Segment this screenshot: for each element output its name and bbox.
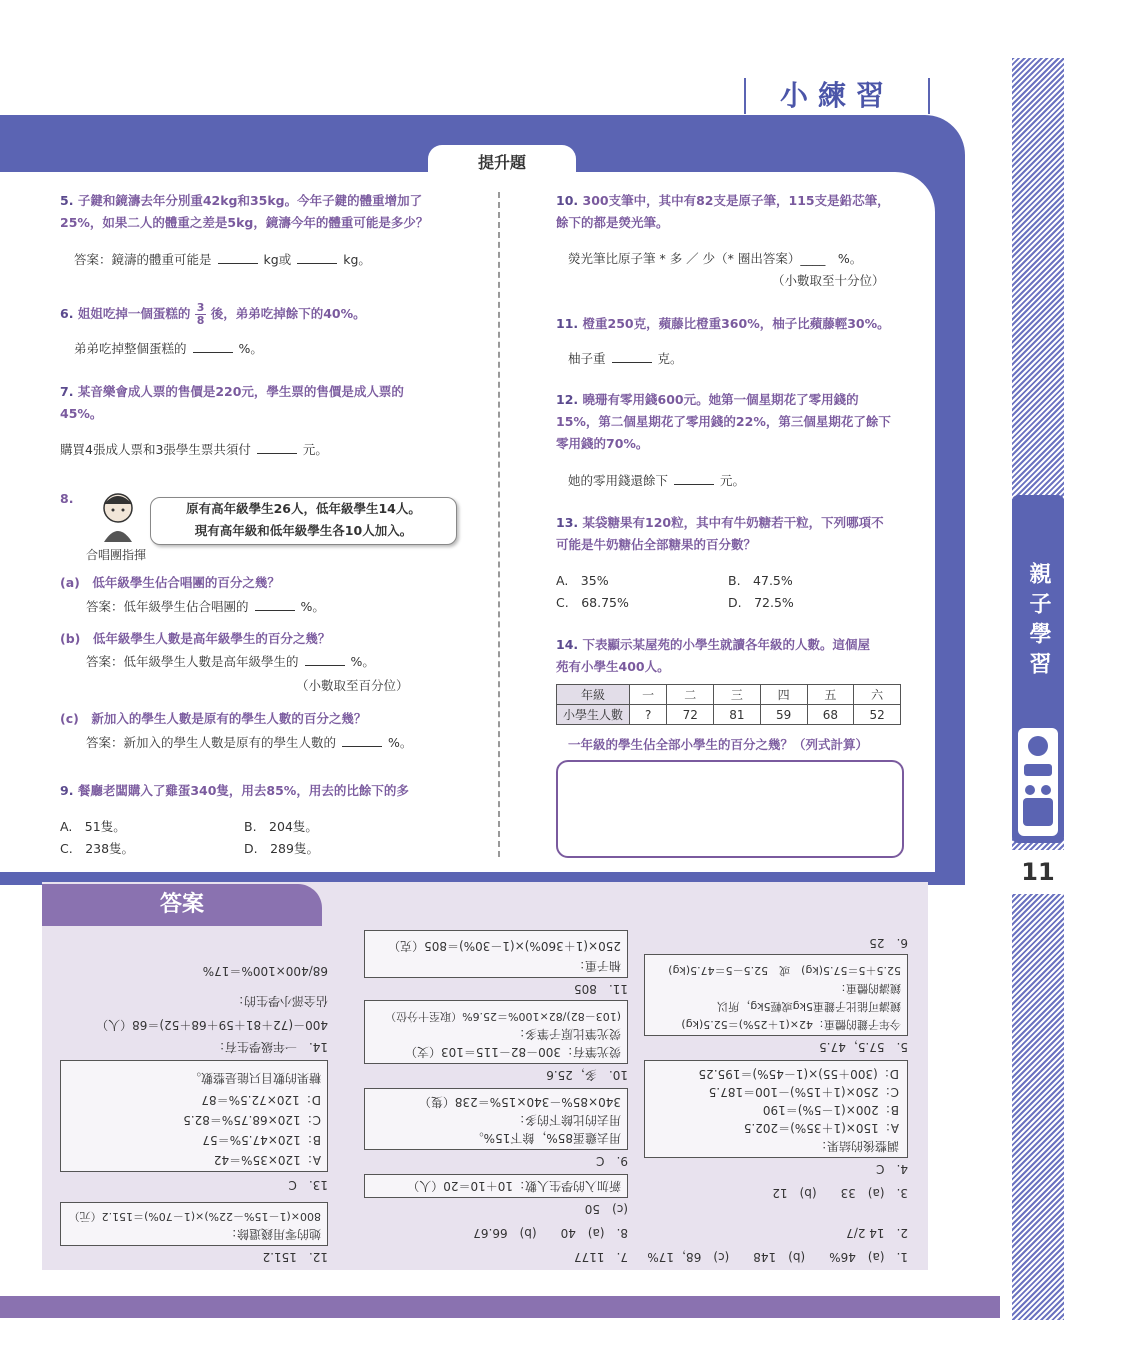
ans-box8 bbox=[364, 1174, 628, 1198]
ans-box9-0: 用去雞蛋85%，餘下15%。 bbox=[471, 1131, 621, 1145]
section-tab: 提升題 bbox=[428, 145, 576, 179]
q9-option-a[interactable]: A. 51隻。 bbox=[60, 819, 126, 834]
ans-box12-1: 800×(1－15%－22%)×(1－70%)＝151.2（元） bbox=[68, 1210, 321, 1223]
column-divider bbox=[498, 192, 500, 857]
q12-line3: 零用錢的70%。 bbox=[556, 436, 649, 451]
table-head-cell: 年級 bbox=[557, 685, 630, 705]
q9-option-d[interactable]: D. 289隻。 bbox=[244, 841, 319, 856]
answers-header: 答案 bbox=[42, 884, 322, 926]
q6-number: 6. bbox=[60, 306, 74, 321]
table-cell: 72 bbox=[667, 705, 714, 725]
q6-fraction bbox=[195, 302, 207, 327]
ans-c4-1: 佔全部小學生的： bbox=[231, 994, 328, 1008]
ans-box11 bbox=[364, 930, 628, 978]
family-learning-icon bbox=[1018, 728, 1058, 836]
q8c-blank[interactable] bbox=[342, 734, 382, 747]
q11-text bbox=[556, 313, 916, 335]
ans-box9-2: 340×85%－340×15%＝238（隻） bbox=[418, 1095, 621, 1109]
q8a-label: (a) bbox=[60, 575, 80, 590]
ans-box13-3: D：120×72.5%＝87 bbox=[201, 1093, 321, 1107]
ans-c2-1: 8. (a) 40 (b) 66.67 bbox=[473, 1226, 628, 1240]
q13-line2: 可能是牛奶糖佔全部糖果的百分數？ bbox=[556, 537, 757, 552]
ans-c1-2: 3. (a) 33 (b) 12 bbox=[772, 1186, 908, 1200]
ans-c2-4: 10. 多，25.6 bbox=[546, 1068, 628, 1082]
q6-unit: %。 bbox=[238, 341, 263, 356]
q9-option-c[interactable]: C. 238隻。 bbox=[60, 841, 135, 856]
q10-answer: 熒光筆比原子筆 * 多 ／ 少（* 圈出答案）____ %。 bbox=[568, 251, 863, 266]
q5-line1: 子鍵和鏡濤去年分別重42kg和35kg。今年子鍵的體重增加了 bbox=[77, 193, 423, 208]
q8a-answer bbox=[86, 596, 325, 618]
q7-line1: 某音樂會成人票的售價是220元，學生票的售價是成人票的 bbox=[77, 384, 404, 399]
ans-box5 bbox=[644, 954, 908, 1036]
q10-line1: 300支筆中，其中有82支是原子筆，115支是鉛芯筆， bbox=[582, 193, 890, 208]
bottom-bar bbox=[0, 1296, 1000, 1318]
ans-box11-1: 250×(1＋360%)×(1－30%)＝805（克） bbox=[388, 939, 621, 953]
q8c-answer bbox=[86, 732, 412, 754]
ans-box10-0: 熒光筆有：300－82－115＝103（支） bbox=[405, 1045, 621, 1059]
q11-unit: 克。 bbox=[657, 351, 683, 366]
q6-blank[interactable] bbox=[193, 340, 233, 353]
side-label bbox=[1012, 562, 1064, 692]
ans-box4-1: A：150×(1＋35%)＝202.5 bbox=[743, 1121, 899, 1135]
q7-blank[interactable] bbox=[257, 441, 297, 454]
table-cell: 81 bbox=[714, 705, 761, 725]
q7-unit: 元。 bbox=[302, 442, 328, 457]
table-head-cell: 三 bbox=[714, 685, 761, 705]
ans-box12 bbox=[60, 1202, 328, 1246]
q5-blank-2[interactable] bbox=[297, 251, 337, 264]
page-title: 小練習 bbox=[744, 78, 930, 114]
q7-answer bbox=[60, 439, 328, 461]
ans-c2-5: 11. 805 bbox=[574, 982, 628, 996]
table-cell: 52 bbox=[854, 705, 901, 725]
ans-box13-4: 糖果的數目只能是整數。 bbox=[188, 1071, 321, 1085]
q8b-answer bbox=[86, 651, 375, 673]
ans-c1-5: 6. 25 bbox=[869, 936, 908, 950]
ans-box5-3: 52.5＋5＝57.5(kg) 或 52.5－5＝47.5(kg) bbox=[668, 964, 901, 977]
ans-c1-4: 5. 57.5，47.5 bbox=[819, 1040, 908, 1054]
table-head-cell: 五 bbox=[807, 685, 854, 705]
conductor-icon bbox=[96, 490, 140, 544]
ans-c4-0: 400－(72＋81＋59＋68＋52)＝68（人） bbox=[96, 1018, 328, 1032]
q6-text-b: 後，弟弟吃掉餘下的40%。 bbox=[210, 306, 366, 321]
q7-line2: 45%。 bbox=[60, 406, 103, 421]
q6-text-a: 姐姐吃掉一個蛋糕的 bbox=[77, 306, 191, 321]
q5-unit-2: kg。 bbox=[343, 252, 371, 267]
q8b-answer-text: 答案：低年級學生人數是高年級學生的 bbox=[86, 654, 299, 669]
table-head-cell: 二 bbox=[667, 685, 714, 705]
q5-number: 5. bbox=[60, 193, 74, 208]
table-cell: 59 bbox=[760, 705, 807, 725]
q13-option-c[interactable]: C. 68.75% bbox=[556, 595, 629, 610]
q8b-label: (b) bbox=[60, 631, 81, 646]
ans-box5-2: 鏡濤的體重： bbox=[835, 982, 901, 995]
ans-box10 bbox=[364, 1000, 628, 1064]
ans-c3-0: 12. 151.2 bbox=[262, 1250, 328, 1264]
table-head-cell: 四 bbox=[760, 685, 807, 705]
ans-box9-1: 用去的比餘下的多： bbox=[512, 1113, 621, 1127]
table-cell: ? bbox=[630, 705, 667, 725]
ans-box10-1: 熒光筆比原子筆多： bbox=[512, 1027, 621, 1041]
q9-number: 9. bbox=[60, 783, 74, 798]
answers-rotated-content bbox=[42, 926, 928, 1270]
ans-c4-2: 68/400×100%＝17% bbox=[202, 964, 328, 978]
q8c-text: 新加入的學生人數是原有的學生人數的百分之幾？ bbox=[91, 711, 367, 726]
ans-box5-1: 鏡濤可能比子鍵重5kg或輕5kg，所以 bbox=[717, 1000, 901, 1013]
ans-box13-2: C：120×68.75%＝82.5 bbox=[183, 1113, 321, 1127]
q8b-unit: %。 bbox=[350, 654, 375, 669]
q6-text bbox=[60, 302, 480, 327]
q13-option-b[interactable]: B. 47.5% bbox=[728, 573, 793, 588]
ans-c3-2: 14. 一年級學生有： bbox=[212, 1040, 328, 1054]
ans-box13-0: A：120×35%＝42 bbox=[213, 1153, 321, 1167]
q11-answer bbox=[568, 348, 683, 370]
ans-c2-2: (c) 50 bbox=[584, 1202, 628, 1216]
ans-c1-3: 4. C bbox=[876, 1162, 908, 1176]
ans-box4-3: C：250×(1＋15%)－100＝187.5 bbox=[708, 1085, 899, 1099]
q8-number: 8. bbox=[60, 491, 74, 506]
page-number: 11 bbox=[1012, 850, 1064, 894]
q8a-question bbox=[60, 572, 280, 594]
side-label-text: 親子學習 bbox=[1026, 562, 1051, 682]
q8a-unit: %。 bbox=[300, 599, 325, 614]
q8b-blank[interactable] bbox=[305, 653, 345, 666]
q9-line: 餐廳老闆購入了雞蛋340隻，用去85%，用去的比餘下的多 bbox=[77, 783, 409, 798]
q11-number: 11. bbox=[556, 316, 579, 331]
q8c-label: (c) bbox=[60, 711, 79, 726]
q8a-text: 低年級學生佔合唱團的百分之幾？ bbox=[92, 575, 280, 590]
answers-upside-down bbox=[42, 926, 928, 1270]
ans-box4 bbox=[644, 1060, 908, 1158]
q13-number: 13. bbox=[556, 515, 579, 530]
q12-line1: 曉珊有零用錢600元。她第一個星期花了零用錢的 bbox=[582, 392, 859, 407]
q10-note: （小數取至十分位） bbox=[772, 273, 885, 288]
q6-answer-text: 弟弟吃掉整個蛋糕的 bbox=[74, 341, 187, 356]
q5-text bbox=[60, 190, 480, 234]
q12-unit: 元。 bbox=[720, 473, 746, 488]
q14-number: 14. bbox=[556, 637, 579, 652]
bubble-line1: 原有高年級學生26人，低年級學生14人。 bbox=[186, 501, 421, 516]
ans-box13 bbox=[60, 1060, 328, 1172]
q8b-question bbox=[60, 628, 330, 650]
q6-frac-denominator: 8 bbox=[196, 314, 205, 327]
q8a-answer-text: 答案：低年級學生佔合唱團的 bbox=[86, 599, 249, 614]
q8c-answer-text: 答案：新加入的學生人數是原有的學生人數的 bbox=[86, 735, 337, 750]
ans-c2-0: 7. 1177 bbox=[574, 1250, 628, 1264]
q13-line1: 某袋糖果有120粒，其中有牛奶糖若干粒，下列哪項不 bbox=[582, 515, 884, 530]
ans-box4-4: D：(300＋55)×(1－45%)＝195.25 bbox=[698, 1067, 899, 1081]
ans-c1-0: 1. (a) 46% (b) 148 (c) 68，17% bbox=[647, 1250, 908, 1264]
ans-box13-1: B：120×47.5%＝57 bbox=[202, 1133, 321, 1147]
q9-text bbox=[60, 780, 480, 802]
q7-number: 7. bbox=[60, 384, 74, 399]
q8c-unit: %。 bbox=[388, 735, 413, 750]
table-cell: 小學生人數 bbox=[557, 705, 630, 725]
q5-unit-1: kg或 bbox=[263, 252, 292, 267]
q12-line2: 15%，第二個星期花了零用錢的22%，第三個星期花了餘下 bbox=[556, 414, 891, 429]
q14-text bbox=[556, 634, 916, 678]
q14-line2: 苑有小學生400人。 bbox=[556, 659, 670, 674]
q8c-question bbox=[60, 708, 366, 730]
q8b-note: （小數取至百分位） bbox=[296, 678, 409, 693]
q11-answer-text: 柚子重 bbox=[568, 351, 606, 366]
conductor-caption: 合唱團指揮 bbox=[86, 548, 147, 562]
q6-frac-numerator: 3 bbox=[196, 301, 205, 314]
ans-box5-0: 今年子鍵的體重：42×(1＋25%)＝52.5(kg) bbox=[681, 1018, 901, 1031]
q10-number: 10. bbox=[556, 193, 579, 208]
ans-box4-0: 調整後的結果： bbox=[814, 1139, 899, 1153]
speech-bubble bbox=[150, 497, 457, 545]
q9-option-b[interactable]: B. 204隻。 bbox=[244, 819, 318, 834]
q7-answer-text: 購買4張成人票和3張學生票共須付 bbox=[60, 442, 251, 457]
q14-prompt: 一年級的學生佔全部小學生的百分之幾？（列式計算） bbox=[568, 737, 869, 752]
q14-line1: 下表顯示某屋苑的小學生就讀各年級的人數。這個屋 bbox=[582, 637, 871, 652]
q5-answer-text: 答案：鏡濤的體重可能是 bbox=[74, 252, 212, 267]
q11-line: 橙重250克，蘋藤比橙重360%，柚子比蘋藤輕30%。 bbox=[582, 316, 890, 331]
q12-blank[interactable] bbox=[674, 472, 714, 485]
q8a-blank[interactable] bbox=[255, 598, 295, 611]
q12-answer-text: 她的零用錢還餘下 bbox=[568, 473, 669, 488]
ans-c2-3: 9. C bbox=[596, 1154, 628, 1168]
ans-box8-0: 新加入的學生人數：10＋10＝20（人） bbox=[407, 1179, 621, 1193]
q6-answer bbox=[74, 338, 263, 360]
q8b-text: 低年級學生人數是高年級學生的百分之幾？ bbox=[92, 631, 331, 646]
ans-box11-0: 柚子重： bbox=[572, 959, 621, 973]
q12-text bbox=[556, 389, 916, 455]
ans-box10-2: (103－82)/82×100%＝25.6%（取至十分位） bbox=[385, 1010, 621, 1023]
q13-option-a[interactable]: A. 35% bbox=[556, 573, 609, 588]
q12-number: 12. bbox=[556, 392, 579, 407]
ans-box12-0: 她的零用錢還餘： bbox=[224, 1227, 321, 1241]
q5-blank-1[interactable] bbox=[218, 251, 258, 264]
ans-box4-2: B：200×(1－5%)＝190 bbox=[762, 1103, 899, 1117]
table-head-cell: 六 bbox=[854, 685, 901, 705]
q10-text bbox=[556, 190, 916, 234]
q14-answer-box[interactable] bbox=[556, 760, 904, 858]
q11-blank[interactable] bbox=[612, 350, 652, 363]
q10-line2: 餘下的都是熒光筆。 bbox=[556, 215, 669, 230]
bubble-line2: 現有高年級和低年級學生各10人加入。 bbox=[194, 523, 413, 538]
grade-table-head-row bbox=[557, 685, 901, 705]
ans-c1-1: 2. 14 2/7 bbox=[846, 1226, 908, 1240]
grade-table bbox=[556, 684, 901, 725]
table-cell: 68 bbox=[807, 705, 854, 725]
q5-line2: 25%，如果二人的體重之差是5kg，鏡濤今年的體重可能是多少？ bbox=[60, 215, 429, 230]
grade-table-data-row bbox=[557, 705, 901, 725]
q5-answer bbox=[74, 249, 371, 271]
q13-text bbox=[556, 512, 916, 556]
ans-box9 bbox=[364, 1088, 628, 1150]
q12-answer bbox=[568, 470, 745, 492]
ans-c3-1: 13. C bbox=[288, 1178, 328, 1192]
q7-text bbox=[60, 381, 480, 425]
table-head-cell: 一 bbox=[630, 685, 667, 705]
q13-option-d[interactable]: D. 72.5% bbox=[728, 595, 794, 610]
